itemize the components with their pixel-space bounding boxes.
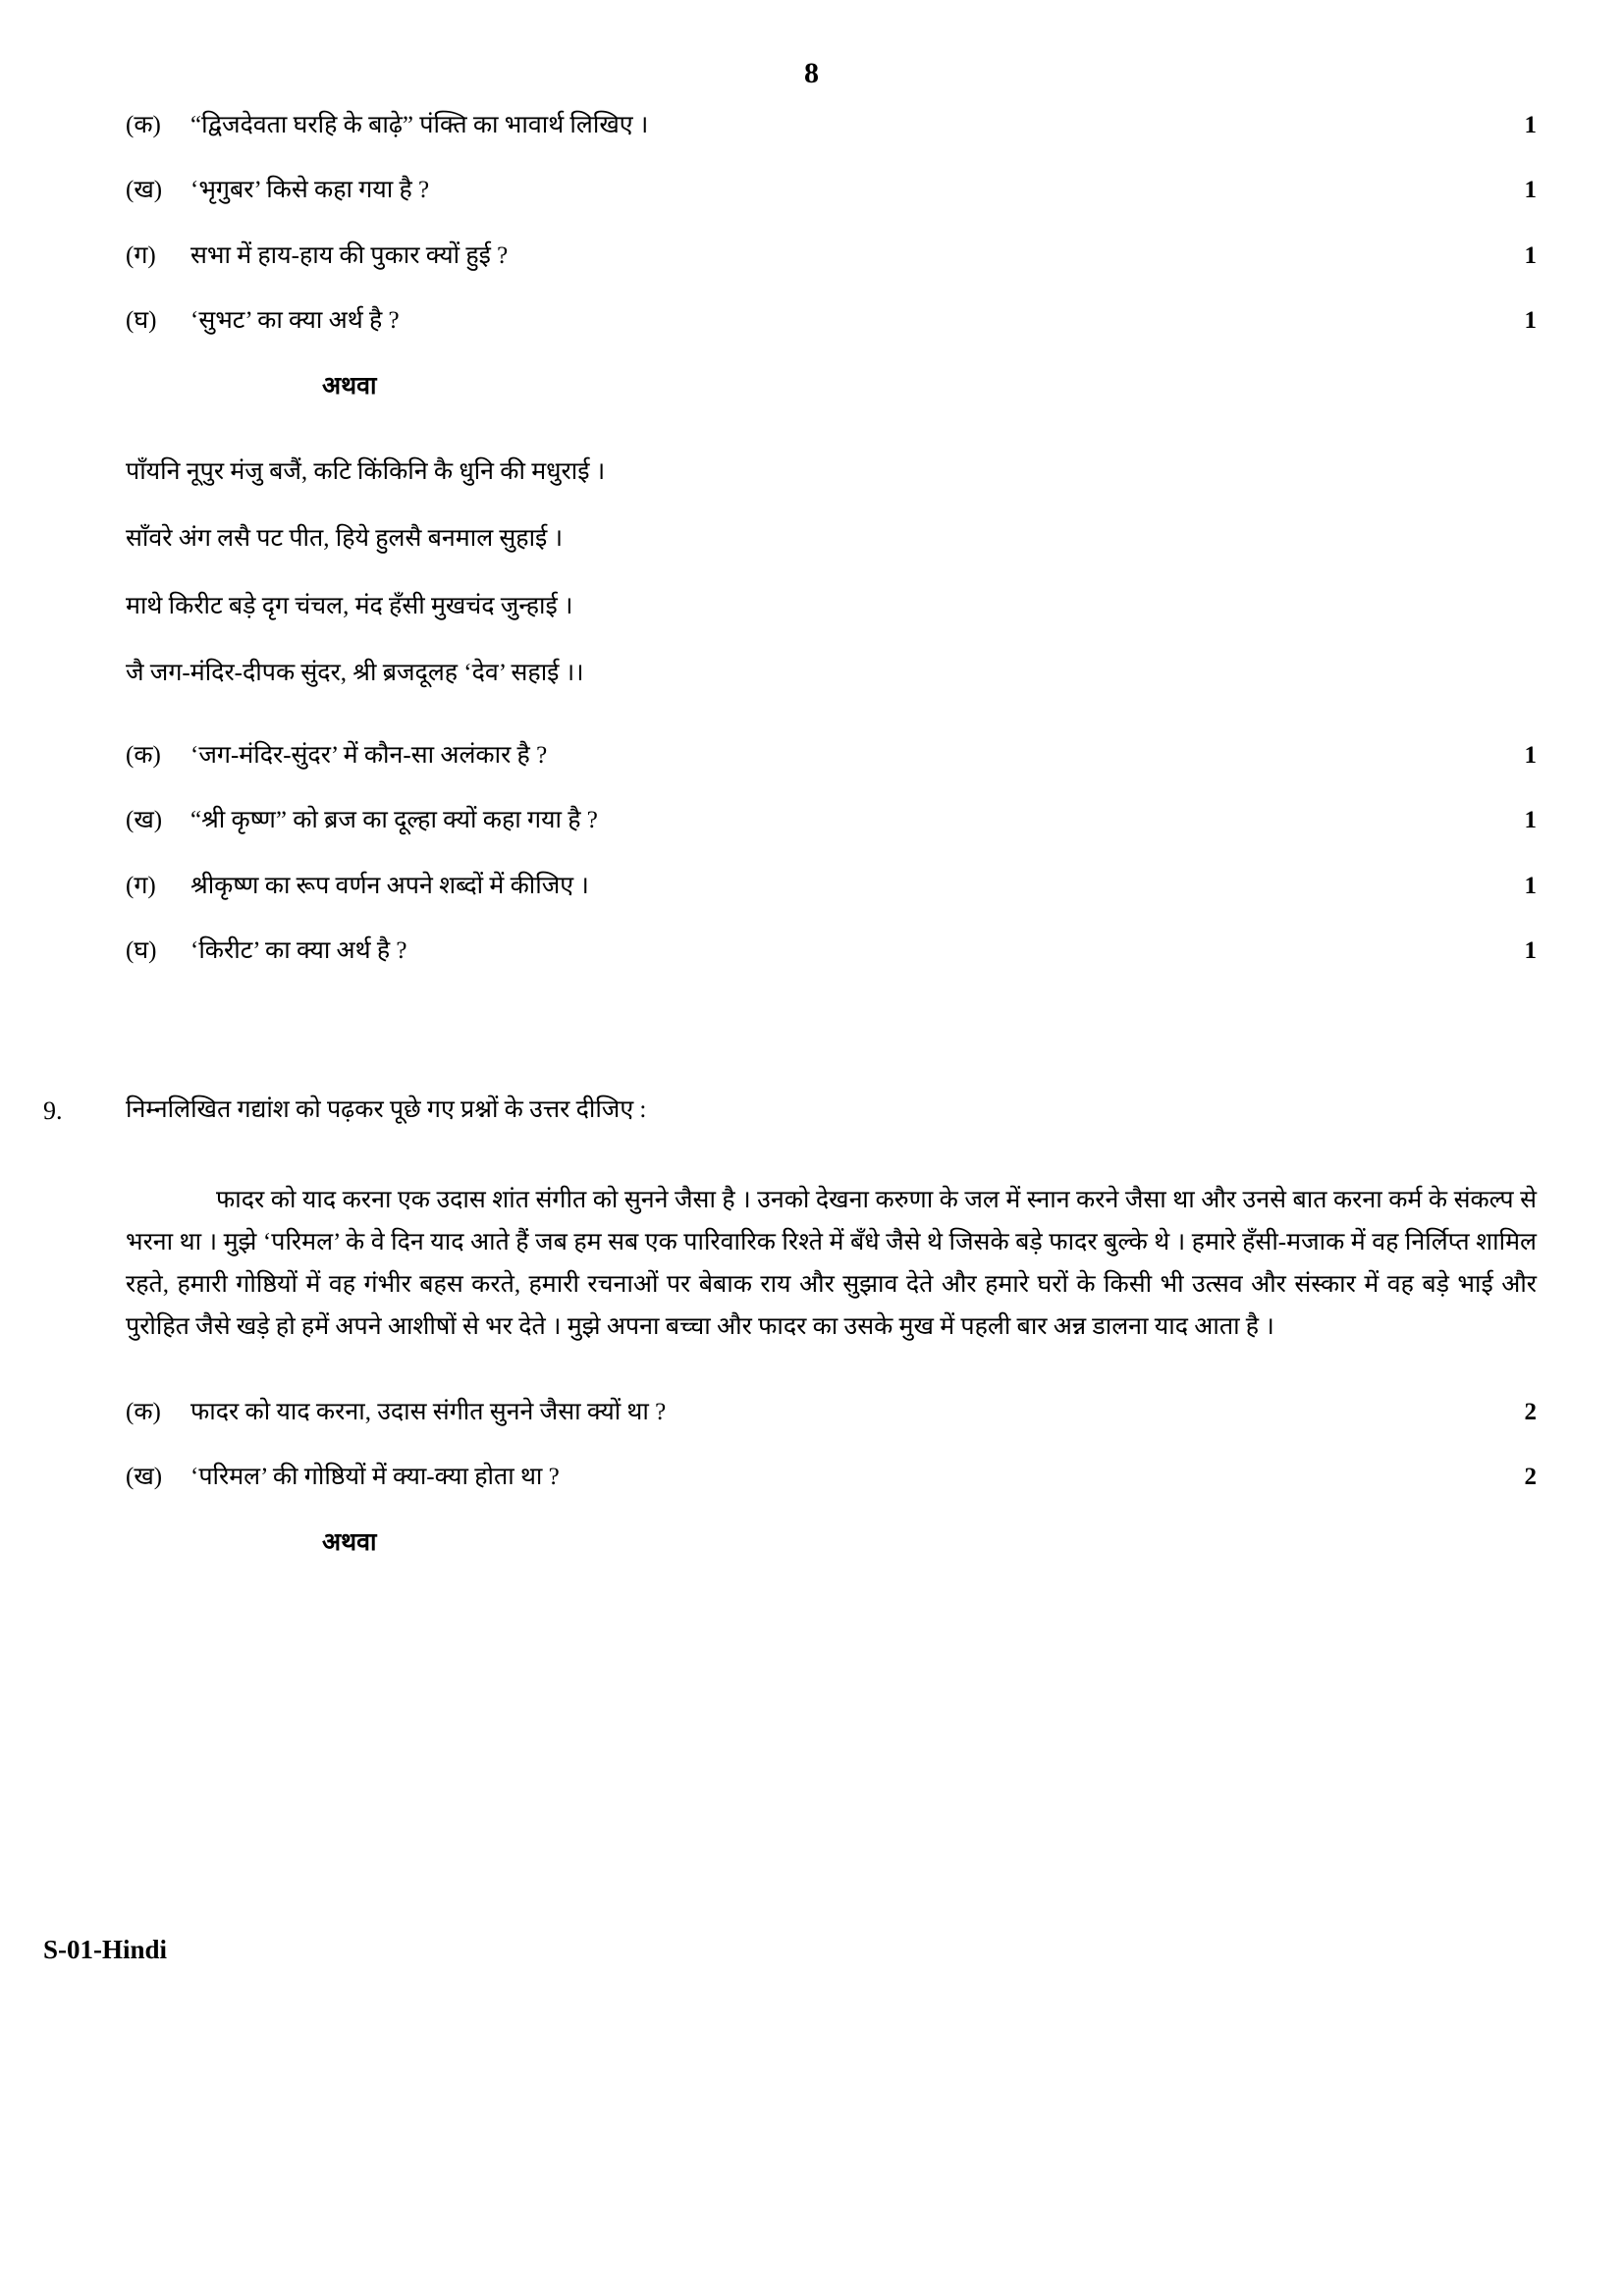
page-content: [0, 108, 1623, 1585]
question-marker: (ग): [126, 241, 156, 269]
question-marker: (घ): [126, 936, 157, 964]
question-text: सभा में हाय-हाय की पुकार क्यों हुई ?: [190, 241, 509, 269]
question-text: “द्विजदेवता घरहि के बाढ़े” पंक्ति का भावार्थ लिखिए ।: [190, 112, 649, 138]
question-item: [0, 303, 1623, 339]
verse-line: साँवरे अंग लसै पट पीत, हिये हुलसै बनमाल सुहाई ।: [126, 525, 564, 553]
question-item: [0, 108, 1623, 143]
question-marker: (क): [126, 112, 161, 138]
question-text: ‘परिमल’ की गोष्ठियों में क्या-क्या होता था ?: [190, 1463, 560, 1490]
question-marker: (ख): [126, 177, 163, 204]
question-marks: 2: [1524, 1398, 1537, 1425]
passage-text: फादर को याद करना एक उदास शांत संगीत को सुनने जैसा है । उनको देखना करुणा के जल में स्नान करने जैसा था और उनसे बात करना कर्म के संकल्प से भरना था । मुझे ‘परिमल’ के वे दिन याद आते हैं जब हम सब एक पारिवारिक रिश्ते में बँधे जैसे थे जिसके बड़े फादर बुल्के थे । हमारे हँसी-मजाक में वह निर्लिप्त शामिल रहते, हमारी गोष्ठियों में वह गंभीर बहस करते, हमारी रचनाओं पर बेबाक राय और सुझाव देते और हमारे घरों के किसी भी उत्सव और संस्कार में वह बड़े भाई और पुरोहित जैसे खड़े हो हमें अपने आशीषों से भर देते । मुझे अपना बच्चा और फादर का उसके मुख में पहली बार अन्न डालना याद आता है ।: [126, 1186, 1537, 1340]
question-marker: (ग): [126, 872, 156, 899]
verse-line: जै जग-मंदिर-दीपक सुंदर, श्री ब्रजदूलह ‘देव’ सहाई ।।: [126, 659, 584, 686]
verse-line: माथे किरीट बड़े दृग चंचल, मंद हँसी मुखचंद जुन्हाई ।: [126, 592, 573, 619]
athava-divider-2: अथवा: [322, 1529, 377, 1557]
question-9: [0, 1093, 1623, 1130]
question-text: “श्री कृष्ण” को ब्रज का दूल्हा क्यों कहा गया है ?: [190, 807, 598, 834]
question-group-9: [0, 1395, 1623, 1496]
question-marks: 2: [1524, 1463, 1537, 1490]
question-text: ‘सुभट’ का क्या अर्थ है ?: [190, 306, 400, 334]
prose-passage: [0, 1179, 1623, 1348]
question-number: 9.: [43, 1096, 63, 1125]
question-marker: (ख): [126, 807, 163, 834]
athava-divider-1: अथवा: [322, 373, 377, 400]
question-item: [0, 239, 1623, 274]
question-marks: 1: [1524, 936, 1537, 964]
question-item: [0, 869, 1623, 904]
question-text: फादर को याद करना, उदास संगीत सुनने जैसा क्यों था ?: [190, 1398, 667, 1425]
question-marks: 1: [1524, 306, 1537, 334]
question-stem: निम्नलिखित गद्यांश को पढ़कर पूछे गए प्रश्नों के उत्तर दीजिए :: [126, 1096, 647, 1123]
question-item: [0, 803, 1623, 838]
question-marker: (घ): [126, 306, 157, 334]
question-item: [0, 934, 1623, 969]
verse-block: [0, 454, 1623, 691]
question-item: [0, 1460, 1623, 1495]
verse-line: पाँयनि नूपुर मंजु बजैं, कटि किंकिनि कै धुनि की मधुराई ।: [126, 458, 606, 485]
question-marker: (क): [126, 1398, 161, 1425]
question-item: [0, 738, 1623, 774]
question-group-poetry-a: [0, 108, 1623, 339]
question-marker: (ख): [126, 1463, 163, 1490]
question-marks: 1: [1524, 112, 1537, 138]
question-marks: 1: [1524, 742, 1537, 769]
question-item: [0, 173, 1623, 208]
question-text: ‘भृगुबर’ किसे कहा गया है ?: [190, 177, 430, 204]
question-item: [0, 1395, 1623, 1430]
question-marks: 1: [1524, 807, 1537, 834]
question-marker: (क): [126, 742, 161, 769]
question-text: ‘जग-मंदिर-सुंदर’ में कौन-सा अलंकार है ?: [190, 742, 548, 769]
question-text: ‘किरीट’ का क्या अर्थ है ?: [190, 936, 407, 964]
question-marks: 1: [1524, 872, 1537, 899]
question-text: श्रीकृष्ण का रूप वर्णन अपने शब्दों में कीजिए ।: [190, 872, 589, 899]
page-number: 8: [804, 57, 819, 89]
question-group-poetry-b: [0, 738, 1623, 969]
question-marks: 1: [1524, 241, 1537, 269]
footer-paper-code: S-01-Hindi: [43, 1935, 168, 1964]
question-marks: 1: [1524, 177, 1537, 204]
